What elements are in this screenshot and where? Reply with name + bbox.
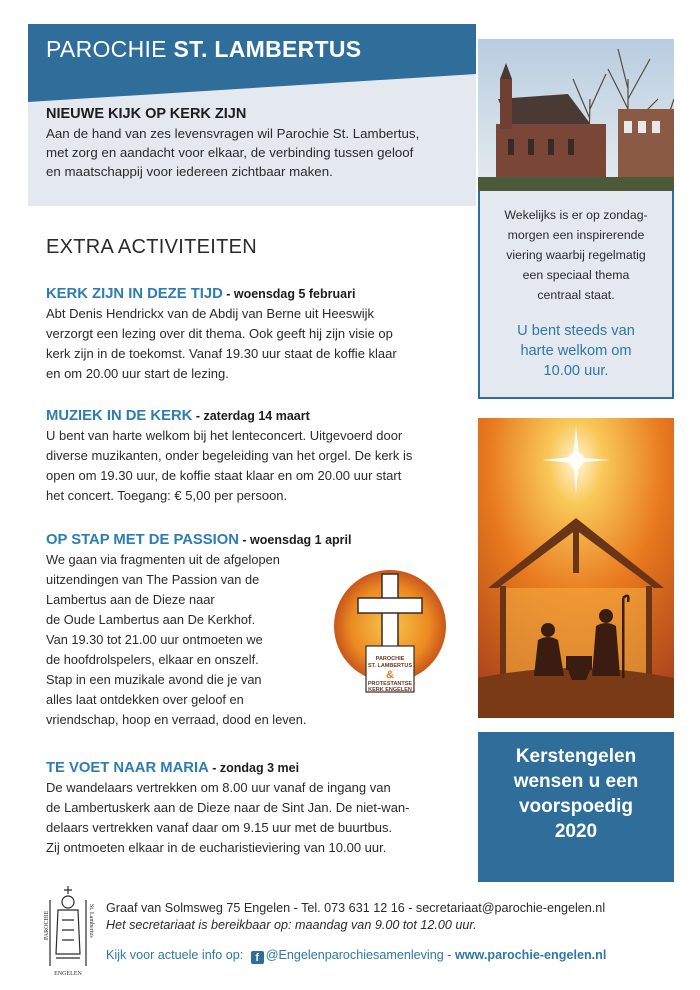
christmas-greeting: Kerstengelen wensen u een voorspoedig 2020 — [478, 732, 674, 882]
activity-item — [46, 406, 466, 506]
activity-item — [46, 758, 466, 858]
svg-text:PAROCHIE: PAROCHIE — [44, 910, 50, 940]
weekly-info-text: Wekelijks is er op zondag- morgen een inspirerende viering waarbij regelmatig een speciaal thema centraal staat. — [504, 208, 648, 302]
activity-item — [46, 284, 466, 384]
activity-text: De wandelaars vertrekken om 8.00 uur vanaf de ingang van de Lambertuskerk aan de Dieze naar de Sint Jan. De niet-wan- delaars vertrekken vanaf daar om 9.15 uur met de buurtbus. Zij ontmoeten elkaar in de eucharistieviering van 10.00 uur. — [46, 780, 410, 855]
web-prefix: Kijk voor actuele info op: — [106, 948, 244, 962]
website-link[interactable]: www.parochie-engelen.nl — [454, 948, 607, 962]
svg-text:KERK ENGELEN: KERK ENGELEN — [368, 687, 412, 693]
activity-title: KERK ZIJN IN DEZE TIJD - woensdag 5 februari — [46, 286, 356, 302]
footer-web: Kijk voor actuele info op: f @Engelenparochiesamenleving - www.parochie-engelen.nl — [106, 948, 607, 964]
facebook-link[interactable]: @Engelenparochiesamenleving — [265, 948, 444, 962]
intro-text: Aan de hand van zes levensvragen wil Parochie St. Lambertus, met zorg en aandacht voor elkaar, de verbinding tussen geloof en maatschappij voor iedereen zichtbaar maken. — [46, 126, 420, 179]
passion-logo — [316, 568, 464, 696]
svg-text:&: & — [386, 669, 394, 681]
saint-logo — [40, 880, 96, 978]
activity-text: U bent van harte welkom bij het lenteconcert. Uitgevoerd door diverse muzikanten, onder begeleiding van het orgel. De kerk is open om 19.30 uur, de koffie staat klaar en om 20.00 uur start het concert. Toegang: € 5,00 per persoon. — [46, 428, 413, 503]
facebook-icon: f — [251, 951, 264, 964]
svg-text:St. Lambertus: St. Lambertus — [88, 904, 94, 938]
footer — [106, 900, 676, 964]
intro-block — [46, 106, 466, 181]
svg-text:ENGELEN: ENGELEN — [54, 971, 82, 977]
svg-text:PROTESTANTSE: PROTESTANTSE — [367, 681, 413, 687]
intro-heading: NIEUWE KIJK OP KERK ZIJN — [46, 106, 247, 122]
page-title: PAROCHIE ST. LAMBERTUS — [46, 36, 362, 62]
svg-text:PAROCHIE: PAROCHIE — [375, 656, 405, 662]
activity-title: MUZIEK IN DE KERK - zaterdag 14 maart — [46, 408, 310, 424]
footer-hours: Het secretariaat is bereikbaar op: maandag van 9.00 tot 12.00 uur. — [106, 918, 477, 932]
nativity-illustration — [478, 418, 674, 718]
weekly-info-box — [478, 191, 674, 399]
welcome-text: U bent steeds van harte welkom om 10.00 uur. — [517, 323, 635, 379]
svg-text:ST. LAMBERTUS: ST. LAMBERTUS — [368, 663, 412, 669]
footer-address: Graaf van Solmsweg 75 Engelen - Tel. 073 631 12 16 - secretariaat@parochie-engelen.nl — [106, 901, 606, 915]
activity-text: Abt Denis Hendrickx van de Abdij van Berne uit Heeswijk verzorgt een lezing over dit thema. Ook geeft hij zijn visie op kerk zijn in de toekomst. Vanaf 19.30 uur staat de koffie klaar en om 20.00 uur start de lezing. — [46, 306, 397, 381]
section-title: EXTRA ACTIVITEITEN — [46, 236, 257, 258]
church-photo — [478, 39, 674, 191]
activity-title: TE VOET NAAR MARIA - zondag 3 mei — [46, 760, 300, 776]
activity-title: OP STAP MET DE PASSION - woensdag 1 april — [46, 532, 352, 548]
activity-text: We gaan via fragmenten uit de afgelopen uitzendingen van The Passion van de Lambertus aan de Dieze naar de Oude Lambertus aan De Kerkhof. Van 19.30 tot 21.00 uur ontmoeten we de hoofdrolspelers, elkaar en onszelf. Stap in een muzikale avond die je van alles laat ontdekken over geloof en vriendschap, hoop en verraad, dood en leven. — [46, 552, 307, 727]
